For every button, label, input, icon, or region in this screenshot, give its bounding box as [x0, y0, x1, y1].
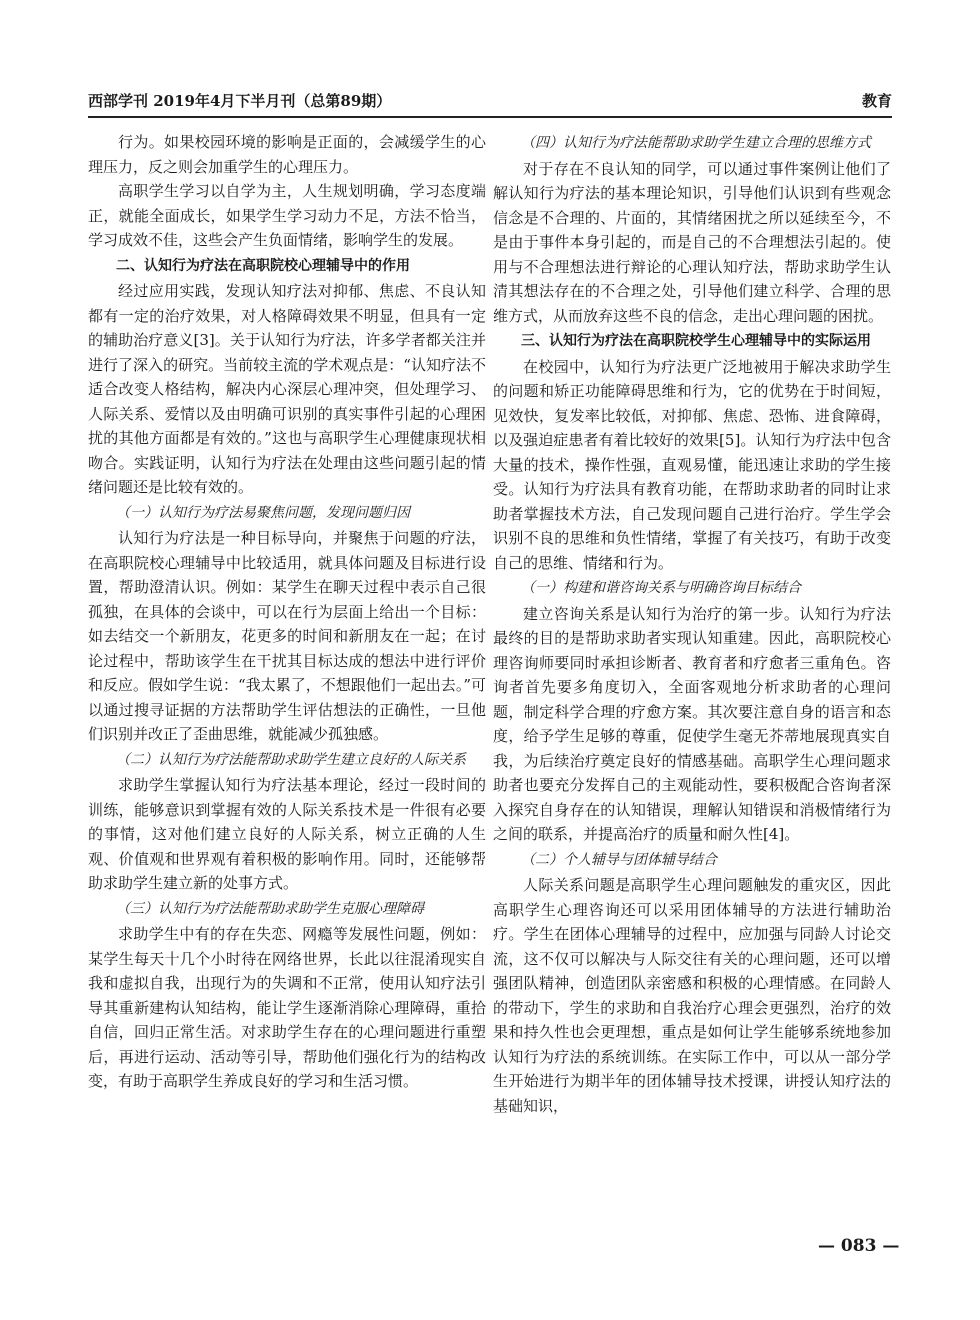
section-heading: 三、认知行为疗法在高职院校学生心理辅导中的实际运用	[521, 333, 871, 349]
section-heading: （二）个人辅导与团体辅导结合	[521, 851, 717, 868]
right-column	[493, 130, 891, 1118]
body-paragraph: 经过应用实践，发现认知疗法对抑郁、焦虑、不良认知都有一定的治疗效果，对人格障碍效果不明显，但具有一定的辅助治疗意义[3]。关于认知行为疗法，许多学者都关注并进行了深入的研究。当前较主流的学术观点是：“认知疗法不适合改变人格结构，解决内心深层心理冲突，但处理学习、人际关系、爱情以及由明确可识别的真实事件引起的心理困扰的其他方面都是有效的。”这也与高职学生心理健康现状相吻合。实践证明，认知行为疗法在处理由这些问题引起的情绪问题还是比较有效的。	[88, 282, 486, 496]
section-label: 教育	[861, 92, 892, 110]
left-column	[88, 130, 486, 1094]
section-heading: （二）认知行为疗法能帮助求助学生建立良好的人际关系	[116, 751, 466, 768]
body-paragraph: 行为。如果校园环境的影响是正面的，会减缓学生的心理压力，反之则会加重学生的心理压力。	[88, 133, 486, 176]
journal-title: 西部学刊 2019年4月下半月刊（总第89期）	[88, 92, 392, 110]
body-paragraph: 建立咨询关系是认知行为治疗的第一步。认知行为疗法最终的目的是帮助求助者实现认知重建。因此，高职院校心理咨询师要同时承担诊断者、教育者和疗愈者三重角色。咨询者首先要多角度切入，全面客观地分析求助者的心理问题，制定科学合理的疗愈方案。其次要注意自身的语言和态度，给予学生足够的尊重，促使学生毫无芥蒂地展现真实自我，为后续治疗奠定良好的情感基础。高职学生心理问题求助者也要充分发挥自己的主观能动性，要积极配合咨询者深入探究自身存在的认知错误，理解认知错误和消极情绪行为之间的联系，并提高治疗的质量和耐久性[4]。	[493, 604, 891, 843]
body-paragraph: 认知行为疗法是一种目标导向，并聚焦于问题的疗法，在高职院校心理辅导中比较适用，就具体问题及目标进行设置，帮助澄清认识。例如：某学生在聊天过程中表示自己很孤独，在具体的会谈中，可以在行为层面上给出一个目标：如去结交一个新朋友，花更多的时间和新朋友在一起；在讨论过程中，帮助该学生在干扰其目标达成的想法中进行评价和反应。假如学生说：“我太累了，不想跟他们一起出去。”可以通过搜寻证据的方法帮助学生评估想法的正确性，一旦他们识别并改正了歪曲思维，就能减少孤独感。	[88, 529, 486, 743]
body-paragraph: 求助学生掌握认知行为疗法基本理论，经过一段时间的训练，能够意识到掌握有效的人际关系技术是一件很有必要的事情，这对他们建立良好的人际关系，树立正确的人生观、价值观和世界观有着积极的影响作用。同时，还能够帮助求助学生建立新的处事方式。	[88, 776, 486, 892]
body-paragraph: 求助学生中有的存在失恋、网瘾等发展性问题，例如：某学生每天十几个小时待在网络世界，长此以往混淆现实自我和虚拟自我，出现行为的失调和不正常，使用认知疗法引导其重新建构认知结构，能让学生逐渐消除心理障碍，重拾自信，回归正常生活。对求助学生存在的心理问题进行重塑后，再进行运动、活动等引导，帮助他们强化行为的结构改变，有助于高职学生养成良好的学习和生活习惯。	[88, 925, 486, 1090]
section-heading: （一）认知行为疗法易聚焦问题，发现问题归因	[116, 504, 410, 521]
body-paragraph: 高职学生学习以自学为主，人生规划明确，学习态度端正，就能全面成长，如果学生学习动力不足，方法不恰当，学习成效不佳，这些会产生负面情绪，影响学生的发展。	[88, 182, 486, 249]
running-header	[88, 86, 892, 118]
section-heading: （一）构建和谐咨询关系与明确咨询目标结合	[521, 580, 801, 596]
body-paragraph: 对于存在不良认知的同学，可以通过事件案例让他们了解认知行为疗法的基本理论知识，引导他们认识到有些观念信念是不合理的、片面的，其情绪困扰之所以延续至今，不是由于事件本身引起的，而是自己的不合理想法引起的。使用与不合理想法进行辩论的心理认知疗法，帮助求助学生认清其想法存在的不合理之处，引导他们建立科学、合理的思维方式，从而放弃这些不良的信念，走出心理问题的困扰。	[493, 159, 891, 325]
section-heading: 二、认知行为疗法在高职院校心理辅导中的作用	[116, 257, 410, 274]
section-heading: （四）认知行为疗法能帮助求助学生建立合理的思维方式	[521, 135, 871, 151]
page-number: — 083 —	[818, 1236, 900, 1256]
section-heading: （三）认知行为疗法能帮助求助学生克服心理障碍	[116, 900, 424, 917]
body-paragraph: 人际关系问题是高职学生心理问题触发的重灾区，因此高职学生心理咨询还可以采用团体辅导的方法进行辅助治疗。学生在团体心理辅导的过程中，应加强与同龄人讨论交流，这不仅可以解决与人际交往有关的心理问题，还可以增强团队精神，创造团队亲密感和积极的心理情感。在同龄人的带动下，学生的求助和自我治疗心理会更强烈，治疗的效果和持久性也会更理想，重点是如何让学生能够系统地参加认知行为疗法的系统训练。在实际工作中，可以从一部分学生开始进行为期半年的团体辅导技术授课，讲授认知疗法的基础知识，	[493, 876, 891, 1115]
body-paragraph: 在校园中，认知行为疗法更广泛地被用于解决求助学生的问题和矫正功能障碍思维和行为，它的优势在于时间短，见效快，复发率比较低，对抑郁、焦虑、恐怖、进食障碍，以及强迫症患者有着比较好的效果[5]。认知行为疗法中包含大量的技术，操作性强，直观易懂，能迅速让求助的学生接受。认知行为疗法具有教育功能，在帮助求助者的同时让求助者掌握技术方法，自己发现问题自己进行治疗。学生学会识别不良的思维和负性情绪，掌握了有关技巧，有助于改变自己的思维、情绪和行为。	[493, 357, 891, 572]
